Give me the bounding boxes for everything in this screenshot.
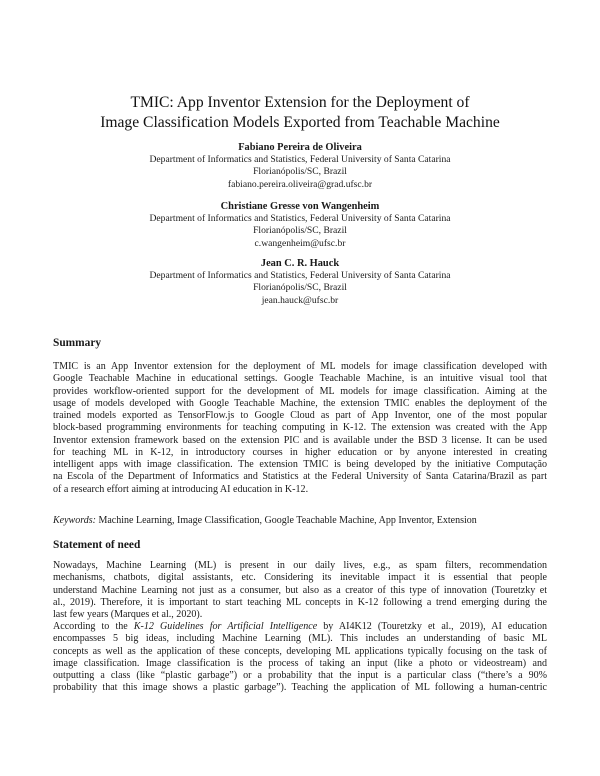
summary-line: TMIC is an App Inventor extension for the deployment of ML models for image classification developed with bbox=[53, 361, 547, 372]
statement-line: last few years (Marques et al., 2020). bbox=[53, 609, 203, 620]
statement-line: mechanisms, chatbots, digital assistants, etc. Considering its inevitable impact it is essential that people bbox=[53, 572, 547, 584]
statement-line: encompasses 5 big ideas, including Machine Learning (ML). This includes an understanding of basic ML bbox=[53, 633, 547, 645]
author-name: Christiane Gresse von Wangenheim bbox=[220, 201, 380, 212]
paper-title-line-1: TMIC: App Inventor Extension for the Deployment of bbox=[130, 94, 470, 111]
statement-paragraph-2 bbox=[53, 621, 547, 695]
author-location: Florianópolis/SC, Brazil bbox=[253, 166, 347, 178]
summary-line: for teaching ML in K-12, in introductory courses in higher education or by anyone interested in creating bbox=[53, 446, 547, 458]
author-name: Fabiano Pereira de Oliveira bbox=[238, 142, 362, 153]
author-email: jean.hauck@ufsc.br bbox=[261, 294, 339, 306]
author-block bbox=[0, 257, 600, 307]
author-department: Department of Informatics and Statistics, Federal University of Santa Catarina bbox=[149, 270, 451, 281]
statement-line: image classification. Image classification is the process of taking an input (like a photo or videostream) and bbox=[53, 657, 547, 669]
statement-text: by AI4K12 (Touretzky et al., 2019), AI education bbox=[317, 621, 547, 632]
summary-line: Inventor extension framework based on the extension PIC and is available under the BSD 3 license. It can be used bbox=[53, 434, 547, 446]
author-block bbox=[0, 200, 600, 250]
statement-line: probability that this image shows a plastic garbage”). Teaching the application of ML following a human-centric bbox=[53, 682, 547, 694]
summary-line: trained models exported as TensorFlow.js to Google Cloud as part of App Inventor, one of the most popular bbox=[53, 410, 547, 421]
statement-line bbox=[53, 621, 547, 633]
summary-heading: Summary bbox=[53, 337, 102, 349]
summary-line: provides workflow-oriented support for the development of ML models for image classification. Aiming at the bbox=[53, 385, 547, 397]
summary-line: na Escola of the Department of Informatics and Statistics at the Federal University of Santa Catarina/Brazil as part bbox=[53, 471, 547, 483]
statement-line: concepts as well as the application of these concepts, developing ML applications typically focusing on the task of bbox=[53, 645, 547, 657]
statement-line: Nowadays, Machine Learning (ML) is present in our daily lives, e.g., as spam filters, recommendation bbox=[53, 560, 547, 571]
author-name: Jean C. R. Hauck bbox=[260, 258, 340, 269]
statement-line: understand Machine Learning not just as a consumer, but also as a creator of this type of innovation (Touretzky et bbox=[53, 584, 547, 596]
summary-line: intelligent apps with image classification. The extension TMIC is being developed by the initiative Computação bbox=[53, 459, 547, 470]
summary-paragraph bbox=[53, 361, 547, 496]
author-department: Department of Informatics and Statistics, Federal University of Santa Catarina bbox=[149, 154, 451, 165]
guidelines-citation: K-12 Guidelines for Artificial Intelligence bbox=[133, 621, 318, 632]
keywords-text: Machine Learning, Image Classification, Google Teachable Machine, App Inventor, Extension bbox=[98, 515, 477, 526]
author-email: c.wangenheim@ufsc.br bbox=[254, 237, 346, 249]
author-location: Florianópolis/SC, Brazil bbox=[253, 225, 347, 237]
summary-line: usage of models developed with Google Teachable Machine, the extension TMIC enables the deployment of the bbox=[53, 397, 547, 409]
author-location: Florianópolis/SC, Brazil bbox=[253, 282, 347, 294]
statement-line: outputting a class (like “plastic garbage”) or a probability that the input is a particular class (“there’s a 90% bbox=[53, 670, 547, 681]
summary-line: of a research effort aiming at introducing AI education in K-12. bbox=[53, 483, 309, 495]
author-block bbox=[0, 141, 600, 191]
author-department: Department of Informatics and Statistics, Federal University of Santa Catarina bbox=[149, 213, 451, 224]
statement-heading: Statement of need bbox=[53, 539, 141, 551]
statement-text: According to the bbox=[53, 621, 134, 632]
keywords-label: Keywords: bbox=[53, 515, 96, 526]
summary-line: block-based programming environments for teaching computing in K-12. The extension was created with the App bbox=[53, 422, 547, 434]
keywords bbox=[53, 515, 477, 527]
statement-line: al., 2019). Therefore, it is important to start teaching ML concepts in K-12 following a trend emerging during the bbox=[53, 596, 547, 608]
author-email: fabiano.pereira.oliveira@grad.ufsc.br bbox=[227, 178, 373, 190]
summary-line: Google Teachable Machine in educational settings. Google Teachable Machine, is an intuitive visual tool that bbox=[53, 373, 547, 385]
statement-paragraph-1 bbox=[53, 560, 547, 621]
paper-title-line-2: Image Classification Models Exported from Teachable Machine bbox=[100, 114, 500, 131]
